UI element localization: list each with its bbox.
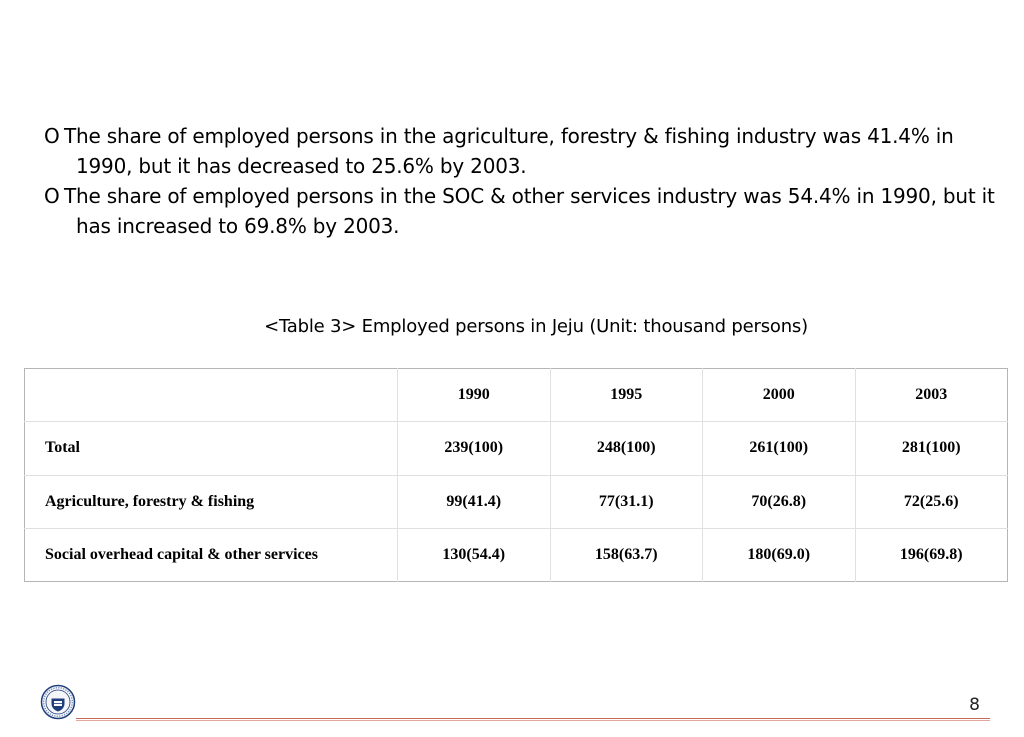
bullet-marker: O (44, 184, 60, 208)
bullet-list (44, 121, 1004, 241)
row-label: Total (25, 422, 398, 475)
header-cell: 2003 (855, 369, 1008, 422)
bullet-marker: O (44, 124, 60, 148)
table-cell: 72(25.6) (855, 475, 1008, 528)
table-cell: 70(26.8) (703, 475, 856, 528)
header-cell: 1990 (398, 369, 551, 422)
bullet-text: The share of employed persons in the SOC & other services industry was 54.4% in 1990, but it has increased to 69.8% by 2003. (64, 184, 995, 238)
table-cell: 158(63.7) (550, 528, 703, 581)
table-cell: 281(100) (855, 422, 1008, 475)
table-row (25, 528, 1008, 581)
table-row (25, 475, 1008, 528)
footer-divider (76, 720, 990, 721)
table-cell: 180(69.0) (703, 528, 856, 581)
header-cell: 2000 (703, 369, 856, 422)
table-cell: 248(100) (550, 422, 703, 475)
table-caption: <Table 3> Employed persons in Jeju (Unit: thousand persons) (264, 316, 808, 337)
footer-divider (76, 718, 990, 719)
row-label: Agriculture, forestry & fishing (25, 475, 398, 528)
table-cell: 196(69.8) (855, 528, 1008, 581)
table-header-row (25, 369, 1008, 422)
table-cell: 239(100) (398, 422, 551, 475)
table-cell: 261(100) (703, 422, 856, 475)
table-cell: 77(31.1) (550, 475, 703, 528)
page-number: 8 (969, 695, 980, 715)
bullet-item (44, 121, 1004, 181)
university-seal-icon (40, 684, 76, 720)
table-row (25, 422, 1008, 475)
bullet-text: The share of employed persons in the agriculture, forestry & fishing industry was 41.4% in 1990, but it has decreased to 25.6% by 2003. (64, 124, 954, 178)
employment-table (24, 368, 1008, 582)
table-cell: 99(41.4) (398, 475, 551, 528)
row-label: Social overhead capital & other services (25, 528, 398, 581)
header-cell (25, 369, 398, 422)
header-cell: 1995 (550, 369, 703, 422)
bullet-item (44, 181, 1004, 241)
table-cell: 130(54.4) (398, 528, 551, 581)
